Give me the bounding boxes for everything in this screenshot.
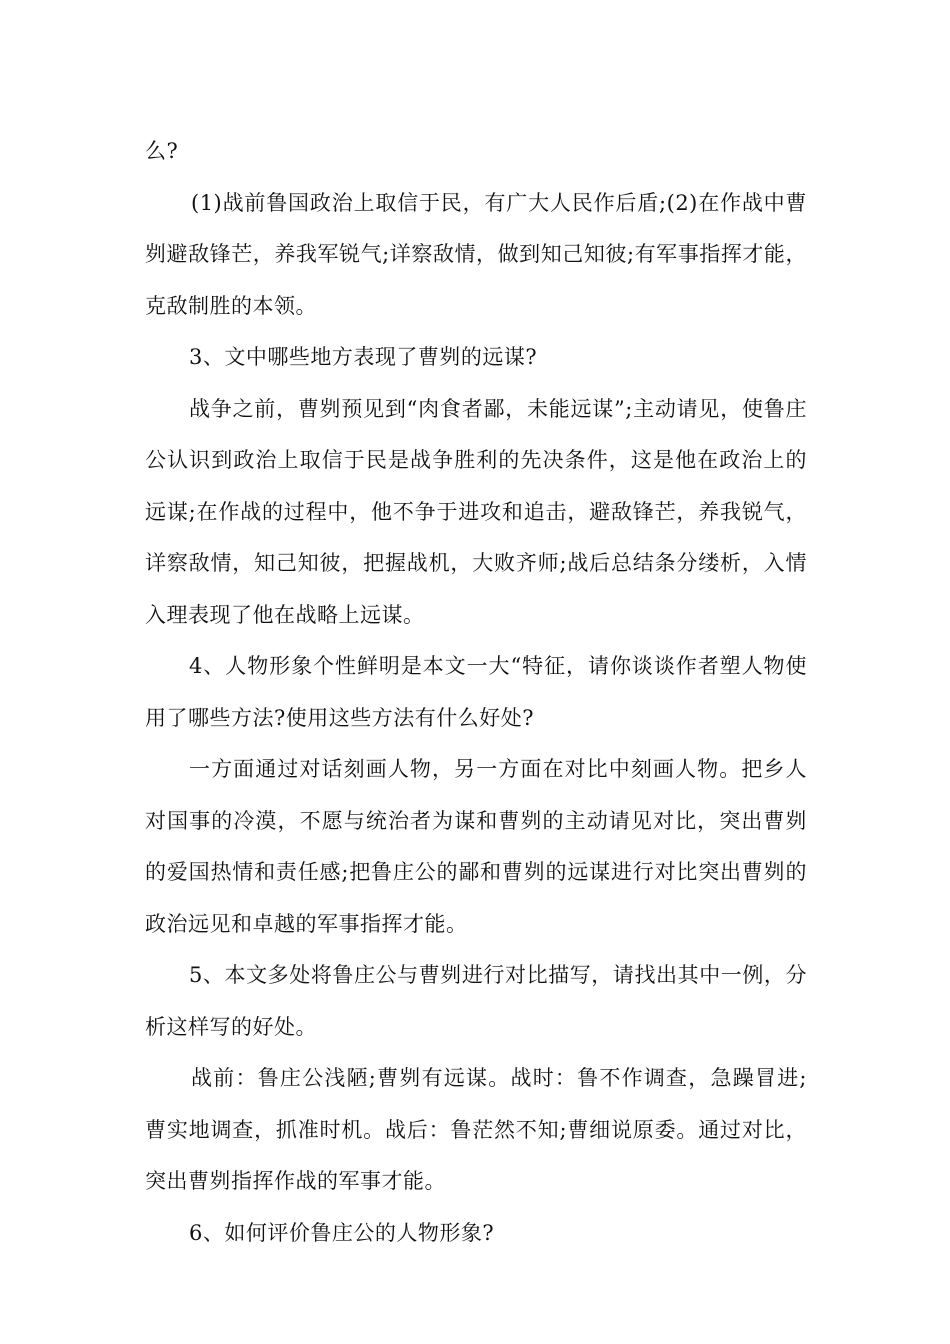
answer-paragraph-5: 战前：鲁庄公浅陋;曹刿有远谋。战时：鲁不作调查，急躁冒进;曹实地调查，抓准时机。战后：鲁茫然不知;曹细说原委。通过对比，突出曹刿指挥作战的军事才能。 [145, 1066, 807, 1193]
question-3: 3、文中哪些地方表现了曹刿的远谋? [189, 345, 538, 369]
question-6: 6、如何评价鲁庄公的人物形象? [189, 1220, 495, 1245]
answer-paragraph-3: 战争之前，曹刿预见到“肉食者鄙，未能远谋”;主动请见，使鲁庄公认识到政治上取信于民是战争胜利的先决条件，这是他在政治上的远谋;在作战的过程中，他不争于进攻和追击，避敌锋芒，养我锐气，详察敌情，知己知彼，把握战机，大败齐师;战后总结条分缕析，入情入理表现了他在战略上远谋。 [145, 396, 807, 627]
question-4: 4、人物形象个性鲜明是本文一大“特征，请你谈谈作者塑人物使用了哪些方法?使用这些方法有什么好处? [145, 654, 807, 730]
question-5: 5、本文多处将鲁庄公与曹刿进行对比描写，请找出其中一例，分析这样写的好处。 [145, 963, 807, 1039]
paragraph-continuation: 么? [145, 139, 179, 163]
answer-paragraph-2: (1)战前鲁国政治上取信于民，有广大人民作后盾;(2)在作战中曹刿避敌锋芒，养我军锐气;详察敌情，做到知己知彼;有军事指挥才能，克敌制胜的本领。 [145, 190, 807, 318]
answer-paragraph-4: 一方面通过对话刻画人物，另一方面在对比中刻画人物。把乡人对国事的冷漠，不愿与统治者为谋和曹刿的主动请见对比，突出曹刿的爱国热情和责任感;把鲁庄公的鄙和曹刿的远谋进行对比突出曹刿的政治远见和卓越的军事指挥才能。 [145, 757, 807, 936]
document-body [145, 126, 807, 1259]
